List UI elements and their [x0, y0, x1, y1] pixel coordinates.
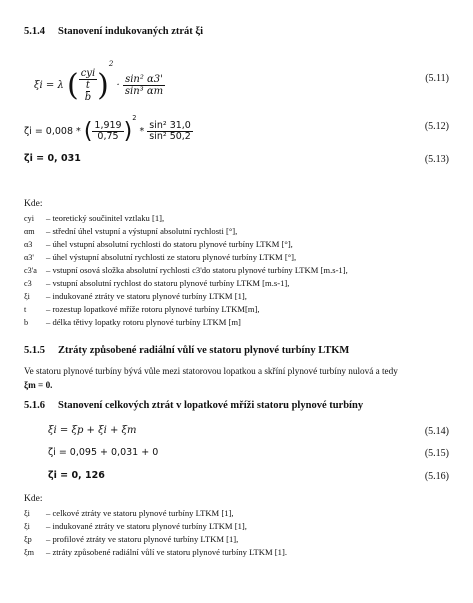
legend-text: – délka tětivy lopatky rotoru plynové turbíny LTKM [m]	[46, 317, 241, 327]
legend-symbol: cyi	[24, 214, 35, 223]
legend-symbol: t	[24, 305, 27, 314]
legend-text: – indukované ztráty ve statoru plynové turbíny LTKM [1],	[46, 521, 247, 531]
equation-number: (5.12)	[424, 121, 449, 132]
equation-5-12: ζi = 0,008 * ( $\frac{1,919}{0,75}$ )$^2$ * $\frac{\text{sin² 31,0}}{\text{sin² 50,2}}$	[24, 114, 191, 144]
exponent: 2	[108, 60, 114, 68]
section-number: 5.1.5	[24, 345, 45, 356]
legend-symbol: ξi	[24, 292, 30, 301]
equation-5-14: ξi = ξp + ξi + ξm	[48, 425, 137, 436]
section-heading-5-1-6	[24, 400, 363, 411]
legend-row	[24, 252, 296, 262]
equation-5-16: ζi = 0, 126	[48, 470, 105, 481]
legend-symbol: ξp	[24, 535, 32, 544]
legend-row	[24, 213, 164, 223]
fraction-numerator: sin² 31,0	[149, 119, 191, 131]
fraction-numerator: cyi	[80, 68, 96, 79]
fraction-inner-numerator: t	[85, 80, 90, 91]
legend-row	[24, 547, 287, 557]
legend-text: – vstupní absolutní rychlost do statoru plynové turbíny LTKM [m.s-1],	[46, 278, 290, 288]
legend-symbol: αm	[24, 227, 35, 236]
fraction-denominator: sin² 50,2	[149, 131, 191, 142]
legend-text: – celkové ztráty ve statoru plynové turbíny LTKM [1],	[46, 508, 234, 518]
section-number: 5.1.4	[24, 26, 45, 37]
section-title: Ztráty způsobené radiální vůlí ve statoru plynové turbíny LTKM	[58, 345, 350, 356]
equation-number: (5.15)	[424, 448, 449, 459]
section-heading-5-1-5	[24, 345, 349, 356]
legend-text: – střední úhel vstupní a výstupní absolutní rychlosti [°],	[46, 226, 238, 236]
legend-text: – teoretický součinitel vztlaku [1],	[46, 213, 165, 223]
paragraph-text: Ve statoru plynové turbíny bývá vůle mezi statorovou lopatkou a skříní plynové turbíny nulová a tedy	[24, 366, 398, 376]
paragraph	[24, 364, 451, 392]
legend-label: Kde:	[24, 494, 43, 504]
legend-label: Kde:	[24, 199, 43, 209]
fraction-denominator: sin³ αm	[124, 86, 164, 97]
legend-text: – úhel výstupní absolutní rychlosti ze statoru plynové turbíny LTKM [°],	[46, 252, 297, 262]
legend-symbol: α3'	[24, 253, 34, 262]
equation-number: (5.16)	[424, 471, 449, 482]
section-title: Stanovení indukovaných ztrát ξi	[58, 26, 203, 37]
equation-5-15: ζi = 0,095 + 0,031 + 0	[48, 447, 159, 458]
legend-row	[24, 239, 293, 249]
equation-lhs: ζi = 0,008 *	[24, 126, 81, 137]
fraction-denominator: 0,75	[97, 131, 119, 142]
legend-symbol: c3	[24, 279, 32, 288]
legend-text: – vstupní osová složka absolutní rychlosti c3'do statoru plynové turbíny LTKM [m.s-1],	[46, 265, 348, 275]
fraction-inner-denominator: b	[84, 92, 92, 103]
legend-symbol: α3	[24, 240, 33, 249]
equation-number: (5.13)	[424, 154, 449, 165]
legend-row	[24, 508, 234, 518]
equation-lhs: ξi = λ	[34, 80, 64, 91]
legend-text: – indukované ztráty ve statoru plynové turbíny LTKM [1],	[46, 291, 247, 301]
legend-symbol: ξi	[24, 522, 30, 531]
fraction-numerator: 1,919	[94, 119, 122, 131]
equation-number: (5.11)	[425, 73, 449, 84]
legend-row	[24, 278, 289, 288]
legend-text: – rozestup lopatkové mříže rotoru plynové turbíny LTKM[m],	[46, 304, 260, 314]
section-heading-5-1-4	[24, 26, 203, 37]
legend-text: – ztráty způsobené radiální vůlí ve statoru plynové turbíny LTKM [1].	[46, 547, 287, 557]
fraction-numerator: sin² α3'	[125, 74, 163, 85]
legend-symbol: ξm	[24, 548, 35, 557]
legend-text: – profilové ztráty ve statoru plynové turbíny LTKM [1],	[46, 534, 239, 544]
section-number: 5.1.6	[24, 400, 45, 411]
legend-row	[24, 265, 348, 275]
legend-row	[24, 291, 247, 301]
equation-5-13: ζi = 0, 031	[24, 153, 81, 164]
legend-row	[24, 521, 247, 531]
section-title: Stanovení celkových ztrát v lopatkové mříži statoru plynové turbíny	[58, 400, 364, 411]
legend-row	[24, 534, 238, 544]
legend-symbol: c3'a	[24, 266, 37, 275]
legend-row	[24, 304, 260, 314]
legend-text: – úhel vstupní absolutní rychlosti do statoru plynové turbíny LTKM [°],	[46, 239, 293, 249]
legend-symbol: ξi	[24, 509, 30, 518]
legend-row	[24, 317, 241, 327]
paragraph-tail: ξm = 0.	[24, 380, 53, 390]
equation-5-11: ξi = λ ( $\frac{\text{cyi}}{\frac{t}{b}}$ )$^2$ · $\frac{\text{sin² α3'}}{\text{sin³ αm}}$	[34, 60, 164, 103]
legend-row	[24, 226, 237, 236]
equation-number: (5.14)	[424, 426, 449, 437]
legend-symbol: b	[24, 318, 29, 327]
exponent: 2	[132, 114, 137, 122]
